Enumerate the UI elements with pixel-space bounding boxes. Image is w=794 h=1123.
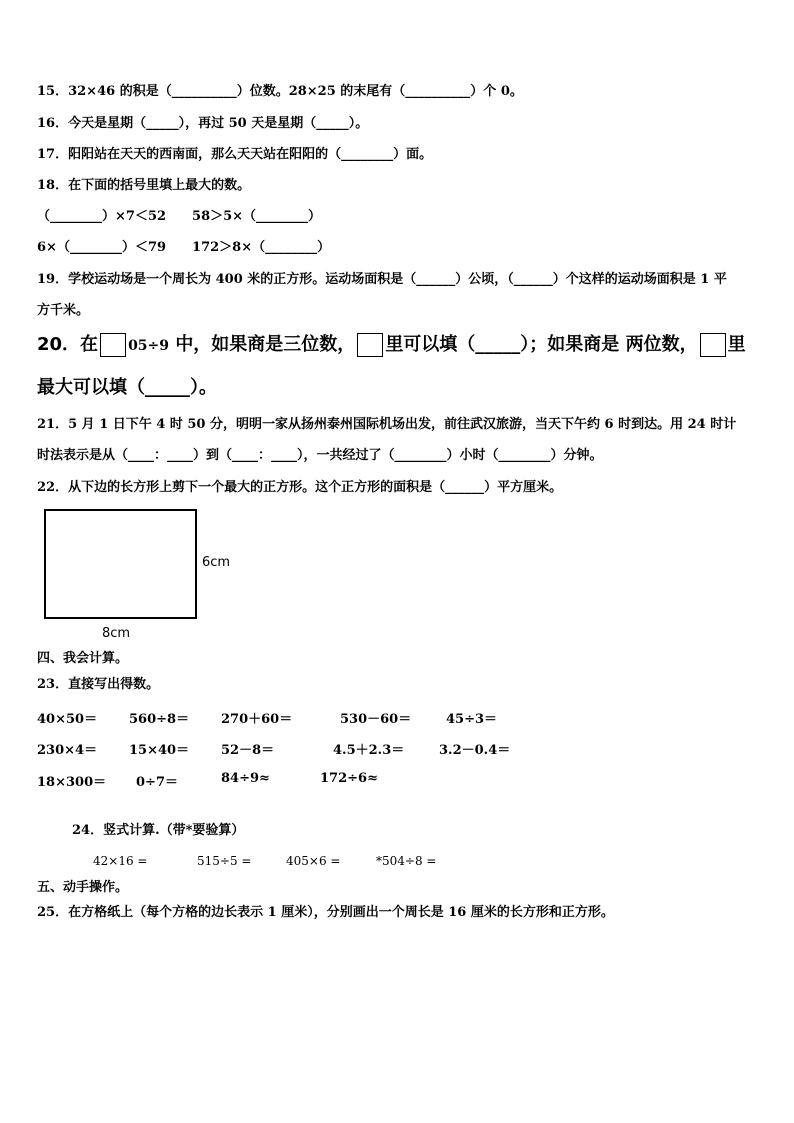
oral-calc-item: 45÷3＝ [446, 712, 498, 727]
width-label: 8cm [102, 626, 131, 641]
oral-calc-item: 52－8＝ [221, 743, 275, 758]
vertical-calc-item: 42×16 = [93, 854, 148, 868]
question-25: 25．在方格纸上（每个方格的边长表示 1 厘米），分别画出一个周长是 16 厘米的长方形和正方形。 [37, 905, 614, 920]
oral-calc-item: 530－60＝ [340, 712, 412, 727]
oral-calc-item: 0÷7＝ [136, 775, 178, 790]
question-21-line-1: 21．5 月 1 日下午 4 时 50 分，明明一家从扬州泰州国际机场出发，前往武汉旅游，当天下午约 6 时到达。用 24 时计 [37, 417, 737, 432]
oral-calc-item: 230×4＝ [37, 743, 98, 758]
oral-calc-item: 560÷8＝ [129, 712, 190, 727]
question-22: 22．从下边的长方形上剪下一个最大的正方形。这个正方形的面积是（______）平方厘米。 [37, 480, 563, 495]
q20-part-c: 中，如果商是三位数， [175, 334, 356, 355]
q20-part-b: 05÷9 [128, 338, 170, 354]
oral-calc-item: 270＋60＝ [221, 712, 293, 727]
question-19-line-2: 方千米。 [37, 303, 90, 318]
question-18: 18．在下面的括号里填上最大的数。 [37, 178, 251, 193]
answer-box [100, 333, 126, 357]
oral-calc-item: 3.2－0.4＝ [439, 743, 511, 758]
section-4-heading: 四、我会计算。 [37, 651, 129, 666]
oral-calc-item: 15×40＝ [129, 743, 190, 758]
oral-calc-item: 4.5＋2.3＝ [333, 743, 405, 758]
q20-part-d: 里可以填（_____）；如果商是 两位数， [385, 334, 698, 355]
answer-box [700, 333, 726, 357]
vertical-calc-item: *504÷8 = [376, 854, 437, 868]
oral-calc-item: 172÷6≈ [320, 771, 378, 786]
q20-part-a: 20．在 [37, 334, 99, 355]
question-18-line-2: 6×（________）＜79 172＞8×（________） [37, 240, 331, 255]
vertical-calc-item: 515÷5 = [197, 854, 252, 868]
question-19-line-1: 19．学校运动场是一个周长为 400 米的正方形。运动场面积是（______）公顷，（______）个这样的运动场面积是 1 平 [37, 272, 727, 287]
question-21-line-2: 时法表示是从（____：____）到（____：____），一共经过了（________）小时（________）分钟。 [37, 448, 603, 463]
answer-box [357, 333, 383, 357]
question-17: 17．阳阳站在天天的西南面，那么天天站在阳阳的（________）面。 [37, 147, 433, 162]
oral-calc-item: 18×300＝ [37, 775, 107, 790]
rectangle-figure [44, 509, 197, 619]
question-18-line-1: （________）×7＜52 58＞5×（________） [37, 209, 322, 224]
q20-part-e: 里 [727, 334, 746, 355]
section-5-heading: 五、动手操作。 [37, 880, 129, 895]
question-24: 24．竖式计算.（带*要验算） [72, 823, 245, 838]
oral-calc-item: 40×50＝ [37, 712, 98, 727]
height-label: 6cm [202, 555, 231, 570]
question-20-line-1 [37, 333, 746, 358]
question-23: 23．直接写出得数。 [37, 677, 160, 692]
question-15: 15．32×46 的积是（__________）位数。28×25 的末尾有（__________）个 0。 [37, 84, 523, 99]
question-20-line-2: 最大可以填（_____）。 [37, 377, 217, 398]
oral-calc-item: 84÷9≈ [221, 771, 270, 786]
vertical-calc-item: 405×6 = [286, 854, 341, 868]
question-16: 16．今天是星期（_____），再过 50 天是星期（_____）。 [37, 116, 369, 131]
